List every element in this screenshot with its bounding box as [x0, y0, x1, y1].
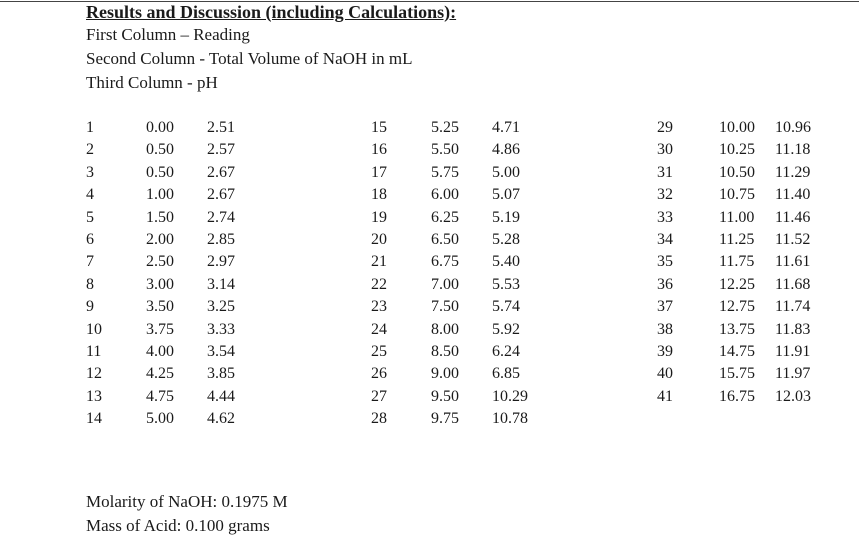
- volume-cell: 7.00: [431, 275, 459, 293]
- ph-cell: 4.71: [492, 119, 520, 136]
- reading-cell: 17: [371, 163, 387, 181]
- reading-cell: 36: [657, 275, 673, 293]
- volume-cell: 10.00: [719, 119, 755, 136]
- reading-cell: 1: [86, 119, 94, 136]
- ph-cell: 10.96: [775, 119, 811, 136]
- ph-cell: 3.14: [207, 275, 235, 293]
- volume-cell: 12.75: [719, 298, 755, 316]
- volume-cell: 8.50: [431, 342, 459, 360]
- reading-cell: 32: [657, 186, 673, 204]
- document-header: [86, 0, 856, 95]
- reading-cell: 12: [86, 365, 102, 383]
- reading-cell: 8: [86, 275, 94, 293]
- volume-cell: 14.75: [719, 342, 755, 360]
- reading-cell: 10: [86, 320, 102, 338]
- ph-cell: 5.40: [492, 253, 520, 271]
- reading-cell: 9: [86, 298, 94, 316]
- reading-cell: 26: [371, 365, 387, 383]
- ph-cell: 3.54: [207, 342, 235, 360]
- reading-cell: 16: [371, 141, 387, 159]
- titration-data-table: [86, 117, 859, 447]
- section-heading: Results and Discussion (including Calculations):: [86, 2, 457, 22]
- ph-cell: 11.61: [775, 253, 811, 271]
- ph-cell: 2.74: [207, 208, 235, 226]
- ph-cell: 11.74: [775, 298, 811, 316]
- reading-cell: 33: [657, 208, 673, 226]
- volume-cell: 9.00: [431, 365, 459, 383]
- volume-cell: 0.00: [146, 119, 174, 136]
- ph-cell: 2.85: [207, 230, 235, 248]
- reading-cell: 23: [371, 298, 387, 316]
- acid-mass: Mass of Acid: 0.100 grams: [86, 516, 270, 535]
- reading-cell: 34: [657, 230, 673, 248]
- volume-cell: 0.50: [146, 141, 174, 159]
- reading-cell: 27: [371, 387, 387, 405]
- ph-cell: 11.52: [775, 230, 811, 248]
- ph-cell: 5.00: [492, 163, 520, 181]
- volume-cell: 5.75: [431, 163, 459, 181]
- ph-cell: 11.83: [775, 320, 811, 338]
- volume-cell: 16.75: [719, 387, 755, 405]
- volume-cell: 10.25: [719, 141, 755, 159]
- ph-cell: 4.62: [207, 410, 235, 428]
- volume-cell: 2.50: [146, 253, 174, 271]
- reading-cell: 41: [657, 387, 673, 405]
- ph-cell: 10.78: [492, 410, 528, 428]
- reading-cell: 24: [371, 320, 387, 338]
- ph-cell: 3.25: [207, 298, 235, 316]
- reading-cell: 40: [657, 365, 673, 383]
- ph-cell: 11.91: [775, 342, 811, 360]
- ph-cell: 11.46: [775, 208, 811, 226]
- reading-cell: 4: [86, 186, 94, 204]
- volume-cell: 9.50: [431, 387, 459, 405]
- volume-cell: 6.25: [431, 208, 459, 226]
- volume-cell: 5.50: [431, 141, 459, 159]
- volume-cell: 3.75: [146, 320, 174, 338]
- ph-cell: 5.74: [492, 298, 520, 316]
- ph-cell: 4.44: [207, 387, 235, 405]
- reading-cell: 31: [657, 163, 673, 181]
- reading-cell: 20: [371, 230, 387, 248]
- volume-cell: 13.75: [719, 320, 755, 338]
- volume-cell: 0.50: [146, 163, 174, 181]
- ph-cell: 6.85: [492, 365, 520, 383]
- volume-cell: 5.00: [146, 410, 174, 428]
- volume-cell: 4.75: [146, 387, 174, 405]
- volume-cell: 6.75: [431, 253, 459, 271]
- legend-first-column: First Column – Reading: [86, 25, 250, 44]
- ph-cell: 2.67: [207, 186, 235, 204]
- ph-cell: 12.03: [775, 387, 811, 405]
- volume-cell: 8.00: [431, 320, 459, 338]
- ph-cell: 11.40: [775, 186, 811, 204]
- reading-cell: 19: [371, 208, 387, 226]
- volume-cell: 4.25: [146, 365, 174, 383]
- reading-cell: 21: [371, 253, 387, 271]
- reading-cell: 15: [371, 119, 387, 136]
- reading-cell: 13: [86, 387, 102, 405]
- ph-cell: 11.97: [775, 365, 811, 383]
- volume-cell: 4.00: [146, 342, 174, 360]
- volume-cell: 9.75: [431, 410, 459, 428]
- ph-cell: 5.19: [492, 208, 520, 226]
- volume-cell: 3.00: [146, 275, 174, 293]
- ph-cell: 3.33: [207, 320, 235, 338]
- reading-cell: 14: [86, 410, 102, 428]
- ph-cell: 2.97: [207, 253, 235, 271]
- reading-cell: 25: [371, 342, 387, 360]
- reading-cell: 22: [371, 275, 387, 293]
- naoh-molarity: Molarity of NaOH: 0.1975 M: [86, 492, 288, 511]
- reading-cell: 37: [657, 298, 673, 316]
- ph-cell: 4.86: [492, 141, 520, 159]
- volume-cell: 11.00: [719, 208, 755, 226]
- reading-cell: 18: [371, 186, 387, 204]
- volume-cell: 10.75: [719, 186, 755, 204]
- ph-cell: 3.85: [207, 365, 235, 383]
- volume-cell: 5.25: [431, 119, 459, 136]
- volume-cell: 3.50: [146, 298, 174, 316]
- volume-cell: 6.50: [431, 230, 459, 248]
- volume-cell: 11.25: [719, 230, 755, 248]
- reading-cell: 11: [86, 342, 102, 360]
- reading-cell: 35: [657, 253, 673, 271]
- volume-cell: 1.00: [146, 186, 174, 204]
- reading-cell: 5: [86, 208, 94, 226]
- volume-cell: 10.50: [719, 163, 755, 181]
- ph-cell: 5.28: [492, 230, 520, 248]
- volume-cell: 6.00: [431, 186, 459, 204]
- ph-cell: 10.29: [492, 387, 528, 405]
- reading-cell: 39: [657, 342, 673, 360]
- volume-cell: 2.00: [146, 230, 174, 248]
- ph-cell: 11.18: [775, 141, 811, 159]
- ph-cell: 6.24: [492, 342, 520, 360]
- ph-cell: 5.92: [492, 320, 520, 338]
- ph-cell: 2.57: [207, 141, 235, 159]
- reading-cell: 38: [657, 320, 673, 338]
- ph-cell: 2.67: [207, 163, 235, 181]
- reading-cell: 7: [86, 253, 94, 271]
- reading-cell: 28: [371, 410, 387, 428]
- reading-cell: 2: [86, 141, 94, 159]
- results-footer: [86, 490, 288, 538]
- reading-cell: 6: [86, 230, 94, 248]
- reading-cell: 29: [657, 119, 673, 136]
- ph-cell: 5.53: [492, 275, 520, 293]
- volume-cell: 11.75: [719, 253, 755, 271]
- ph-cell: 5.07: [492, 186, 520, 204]
- ph-cell: 11.29: [775, 163, 811, 181]
- reading-cell: 3: [86, 163, 94, 181]
- reading-cell: 30: [657, 141, 673, 159]
- volume-cell: 7.50: [431, 298, 459, 316]
- volume-cell: 1.50: [146, 208, 174, 226]
- legend-third-column: Third Column - pH: [86, 73, 218, 92]
- volume-cell: 15.75: [719, 365, 755, 383]
- ph-cell: 11.68: [775, 275, 811, 293]
- ph-cell: 2.51: [207, 119, 235, 136]
- legend-second-column: Second Column - Total Volume of NaOH in mL: [86, 49, 413, 68]
- volume-cell: 12.25: [719, 275, 755, 293]
